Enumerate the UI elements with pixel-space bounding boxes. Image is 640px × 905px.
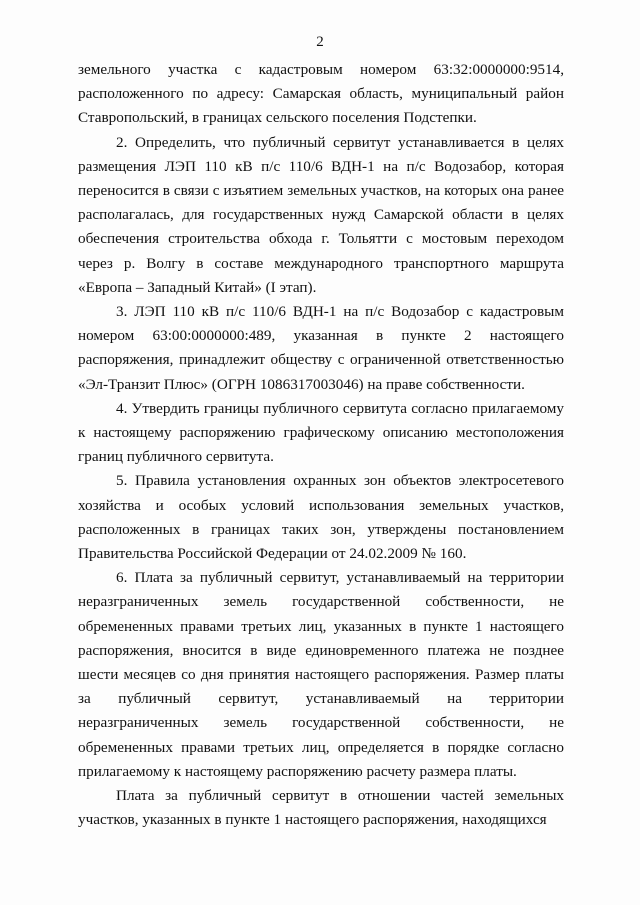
paragraph-item-3: 3. ЛЭП 110 кВ п/с 110/6 ВДН-1 на п/с Водозабор с кадастровым номером 63:00:0000000:489, указанная в пункте 2 настоящего распоряжения, принадлежит обществу с ограниченной ответственностью «Эл-Транзит Плюс» (ОГРН 1086317003046) на праве собственности. — [78, 303, 564, 393]
paragraph-item-2: 2. Определить, что публичный сервитут устанавливается в целях размещения ЛЭП 110 кВ п/с 110/6 ВДН-1 на п/с Водозабор, которая переносится в связи с изъятием земельных участков, на которых она ранее располагалась, для государственных нужд Самарской области в целях обеспечения строительства обхода г. Тольятти с мостовым переходом через р. Волгу в составе международного транспортного маршрута «Европа – Западный Китай» (I этап). — [78, 133, 564, 296]
paragraph-item-4: 4. Утвердить границы публичного сервитута согласно прилагаемому к настоящему распоряжению графическому описанию местоположения границ публичного сервитута. — [78, 399, 564, 466]
paragraph-payment: Плата за публичный сервитут в отношении частей земельных участков, указанных в пункте 1 настоящего распоряжения, находящихся — [78, 787, 564, 829]
document-body — [78, 58, 564, 833]
page-number: 2 — [316, 34, 324, 50]
paragraph-item-6: 6. Плата за публичный сервитут, устанавливаемый на территории неразграниченных земель государственной собственности, не обремененных правами третьих лиц, указанных в пункте 1 настоящего распоряжения, вносится в виде единовременного платежа не позднее шести месяцев со дня принятия настоящего распоряжения. Размер платы за публичный сервитут, устанавливаемый на территории неразграниченных земель государственной собственности, не обремененных правами третьих лиц, определяется в порядке согласно прилагаемому к настоящему распоряжению расчету размера платы. — [78, 569, 564, 780]
paragraph-continuation: земельного участка с кадастровым номером 63:32:0000000:9514, расположенного по адресу: Самарская область, муниципальный район Ставропольский, в границах сельского поселения Подстепки. — [78, 61, 564, 127]
paragraph-item-5: 5. Правила установления охранных зон объектов электросетевого хозяйства и особых условий использования земельных участков, расположенных в границах таких зон, утверждены постановлением Правительства Российской Федерации от 24.02.2009 № 160. — [78, 472, 564, 563]
